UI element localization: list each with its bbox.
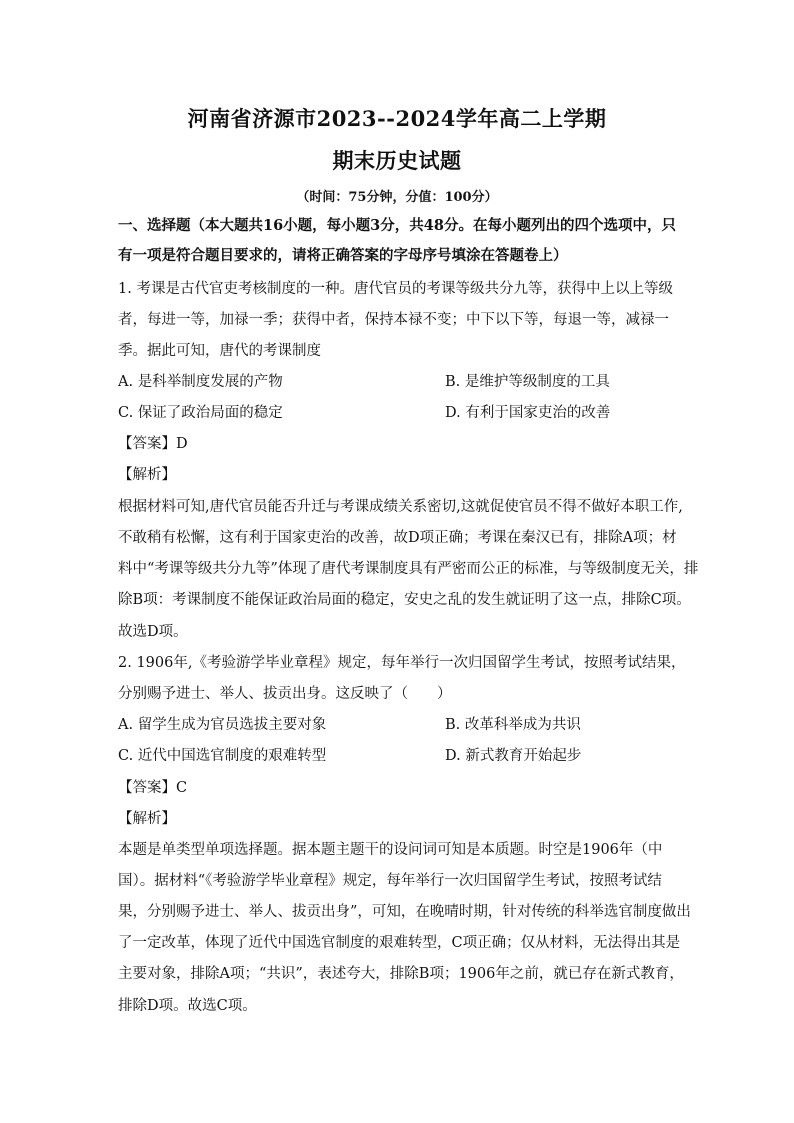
q1-analysis-line: 根据材料可知,唐代官员能否升迁与考课成绩关系密切,这就促使官员不得不做好本职工作, [118, 499, 683, 515]
q2-option-b: B. 改革科举成为共识 [445, 717, 581, 733]
q2-analysis-line: 主要对象，排除A项；“共识”，表述夸大，排除B项；1906年之前，就已存在新式教育， [118, 966, 684, 982]
section-heading-cont: 有一项是符合题目要求的，请将正确答案的字母序号填涂在答题卷上） [118, 247, 568, 264]
exam-info: （时间：75分钟，分值：100分） [296, 190, 498, 205]
q2-analysis-label: 【解析】 [118, 811, 176, 827]
q2-analysis-line: 国）。据材料“《考验游学毕业章程》规定，每年举行一次归国留学生考试，按照考试结 [118, 873, 662, 889]
q1-option-a: A. 是科举制度发展的产物 [118, 374, 283, 390]
q1-option-b: B. 是维护等级制度的工具 [445, 374, 610, 390]
q2-option-c: C. 近代中国选官制度的艰难转型 [118, 748, 327, 764]
q1-analysis-line: 故选D项。 [118, 624, 188, 640]
q1-stem-line: 者，每进一等，加禄一季；获得中者，保持本禄不变；中下以下等，每退一等，减禄一 [118, 312, 669, 328]
q1-option-d: D. 有利于国家吏治的改善 [445, 405, 611, 421]
q2-analysis-line: 排除D项。故选C项。 [118, 998, 257, 1014]
document-title: 河南省济源市2023--2024学年高二上学期 [187, 106, 607, 131]
q2-stem-line: 分别赐予进士、举人、拔贡出身。这反映了（ ） [118, 686, 452, 702]
q2-analysis-line: 了一定改革，体现了近代中国选官制度的艰难转型，C项正确；仅从材料，无法得出其是 [118, 935, 681, 951]
q1-option-c: C. 保证了政治局面的稳定 [118, 405, 283, 421]
document-title-line2: 期末历史试题 [332, 148, 462, 173]
q2-stem-line: 2. 1906年,《考验游学毕业章程》规定，每年举行一次归国留学生考试，按照考试结果， [118, 655, 686, 671]
q2-analysis-line: 果，分别赐予进士、举人、拔贡出身”，可知，在晚晴时期，针对传统的科举选官制度做出 [118, 904, 691, 920]
q2-answer: 【答案】C [118, 780, 188, 796]
q1-stem-line: 季。据此可知，唐代的考课制度 [118, 343, 321, 359]
q1-analysis-line: 不敢稍有松懈，这有利于国家吏治的改善，故D项正确；考课在秦汉已有，排除A项；材 [118, 530, 677, 546]
q2-analysis-line: 本题是单类型单项选择题。据本题主题干的设问词可知是本质题。时空是1906年（中 [118, 842, 663, 858]
q1-analysis-label: 【解析】 [118, 467, 176, 483]
section-heading: 一、选择题（本大题共16小题，每小题3分，共48分。在每小题列出的四个选项中，只 [118, 217, 676, 234]
q1-analysis-line: 料中“考课等级共分九等”体现了唐代考课制度具有严密而公正的标准，与等级制度无关，排 [118, 561, 699, 577]
q2-option-a: A. 留学生成为官员选拔主要对象 [118, 717, 327, 733]
q1-analysis-line: 除B项：考课制度不能保证政治局面的稳定，安史之乱的发生就证明了这一点，排除C项。 [118, 592, 691, 608]
q1-answer: 【答案】D [118, 436, 188, 452]
q2-option-d: D. 新式教育开始起步 [445, 748, 582, 764]
q1-stem-line: 1. 考课是古代官吏考核制度的一种。唐代官员的考课等级共分九等，获得中上以上等级 [118, 281, 673, 297]
